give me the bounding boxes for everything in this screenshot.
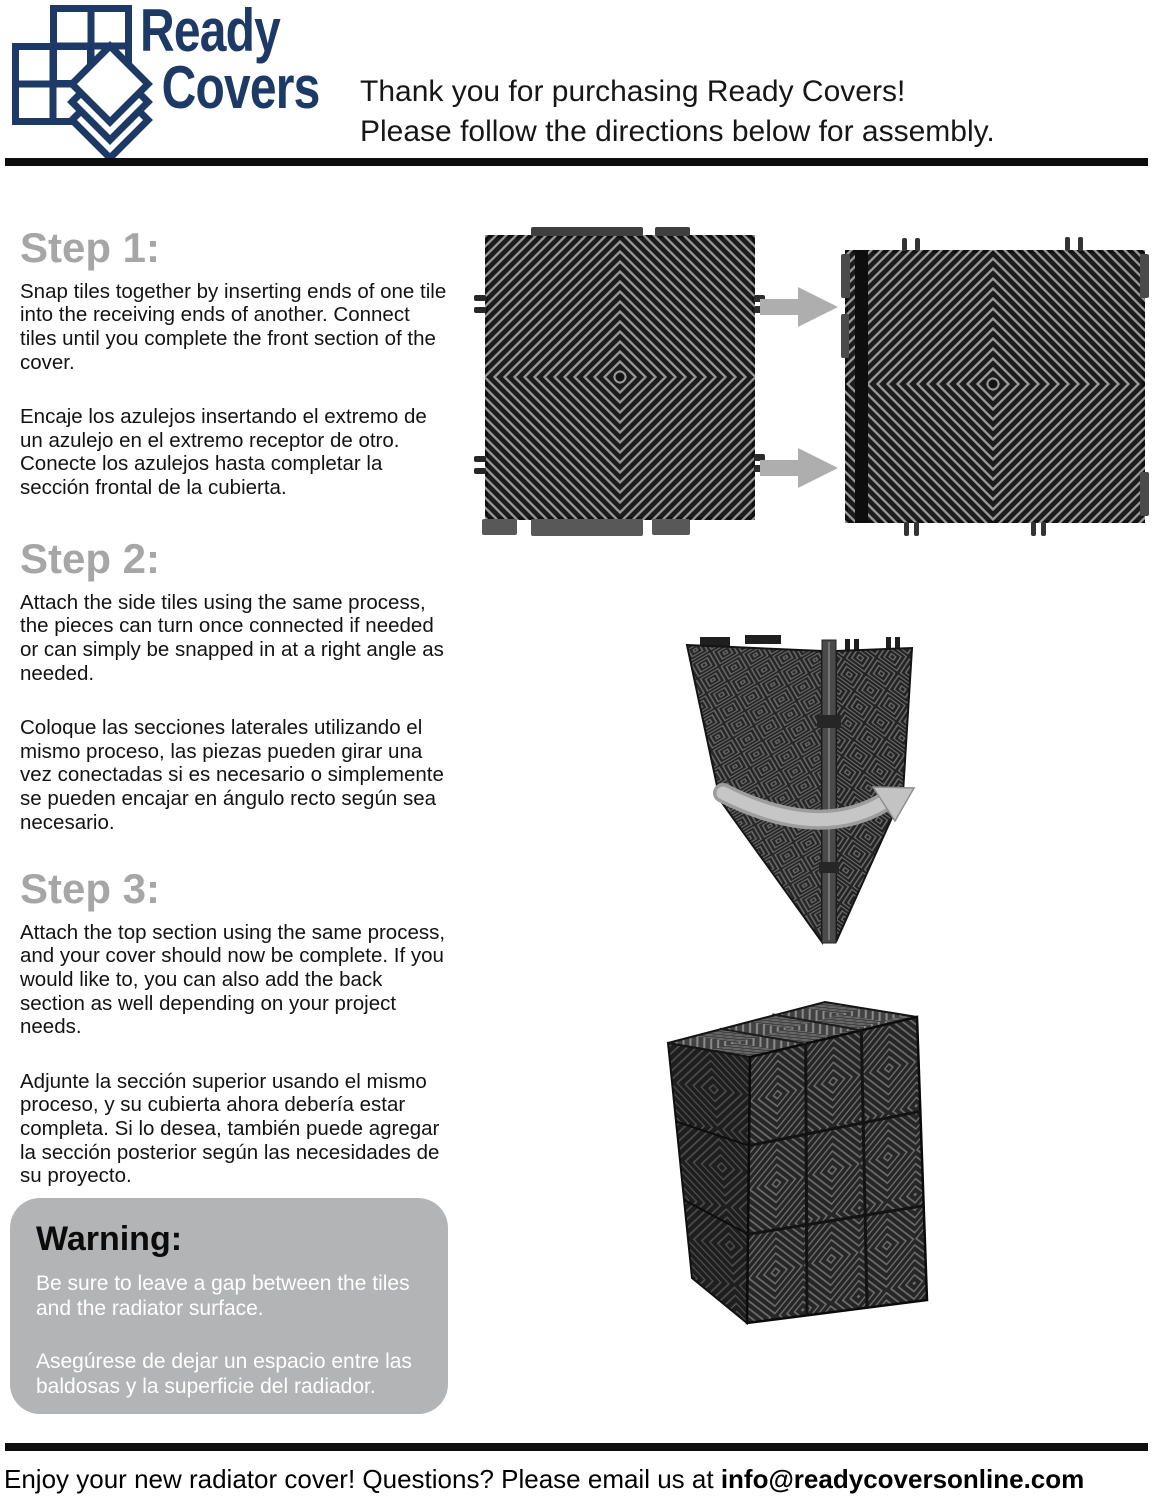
footer-message-text: Enjoy your new radiator cover! Questions? Please email us at — [4, 1464, 721, 1494]
connector-peg — [914, 522, 919, 536]
connector-peg — [1078, 237, 1083, 251]
brand-name-line1: Ready — [140, 0, 281, 64]
connector-tab — [531, 227, 643, 236]
connector-tab — [652, 519, 690, 535]
connector-tab — [841, 254, 850, 298]
step-3-assembled-cover-image — [655, 990, 945, 1335]
warning-text-english: Be sure to leave a gap between the tiles and the radiator surface. — [36, 1272, 410, 1320]
step-1-joined-tiles-image — [845, 250, 1145, 523]
header-intro — [360, 72, 995, 152]
step-2-text-english: Attach the side tiles using the same process, the pieces can turn once connected if needed or can simply be snapped in at a right angle as needed. — [20, 590, 444, 685]
arrow-right-icon — [760, 286, 840, 328]
connector-peg — [904, 522, 909, 536]
connector-peg — [1031, 522, 1036, 536]
step-2-text-spanish: Coloque las secciones laterales utilizando el mismo proceso, las piezas pueden girar una vez conectadas si es necesario o simplemente se pueden encajar en ángulo recto según sea necesario. — [20, 716, 444, 834]
step-3-text-spanish: Adjunte la sección superior usando el mismo proceso, y su cubierta ahora debería estar completa. Si lo desea, también puede agregar la sección posterior según las necesidades de su proyecto. — [20, 1069, 440, 1188]
footer-divider — [5, 1443, 1148, 1451]
step-3-text-english: Attach the top section using the same process, and your cover should now be complete. If you would like to, you can also add the back section as well depending on your project needs. — [20, 920, 446, 1039]
footer-message — [4, 1464, 1084, 1495]
connector-peg — [474, 295, 486, 301]
step-1-single-tile-image — [485, 235, 755, 520]
warning-text-spanish: Asegúrese de dejar un espacio entre las baldosas y la superficie del radiador. — [36, 1350, 412, 1398]
connector-tab — [531, 519, 643, 536]
step-1-heading: Step 1: — [20, 224, 161, 271]
step-2-corner-assembly-image — [650, 620, 940, 960]
brand-logo-icon — [8, 2, 158, 162]
connector-peg — [474, 456, 486, 462]
warning-box — [10, 1198, 448, 1414]
connector-peg — [902, 238, 907, 251]
connector-tab — [841, 314, 849, 358]
step-2-heading: Step 2: — [20, 535, 161, 582]
brand-wordmark — [140, 0, 320, 121]
connector-peg — [1065, 237, 1070, 251]
connector-tab — [1140, 472, 1149, 516]
brand-name-line2: Covers — [161, 54, 320, 121]
header-intro-line2: Please follow the directions below for assembly. — [360, 115, 995, 148]
step-1-section — [20, 224, 448, 500]
connector-tab — [1140, 254, 1149, 298]
connector-peg — [1041, 522, 1046, 536]
step-1-text-spanish: Encaje los azulejos insertando el extremo de un azulejo en el extremo receptor de otro. Conecte los azulejos hasta completar la sección frontal de la cubierta. — [20, 405, 427, 499]
footer-email: info@readycoversonline.com — [720, 1464, 1085, 1494]
connector-peg — [915, 238, 920, 251]
step-2-section — [20, 535, 448, 834]
connector-tab — [482, 519, 517, 535]
connector-peg — [474, 468, 486, 474]
warning-heading: Warning: — [36, 1220, 183, 1258]
header-intro-line1: Thank you for purchasing Ready Covers! — [360, 75, 906, 108]
connector-tab — [655, 227, 690, 236]
header-divider — [5, 158, 1148, 166]
step-3-section — [20, 865, 448, 1188]
step-1-text-english: Snap tiles together by inserting ends of one tile into the receiving ends of another. Connect tiles until you complete the front section of the cover. — [20, 279, 447, 374]
connector-peg — [474, 307, 486, 313]
step-3-heading: Step 3: — [20, 865, 161, 912]
arrow-right-icon — [760, 447, 840, 489]
